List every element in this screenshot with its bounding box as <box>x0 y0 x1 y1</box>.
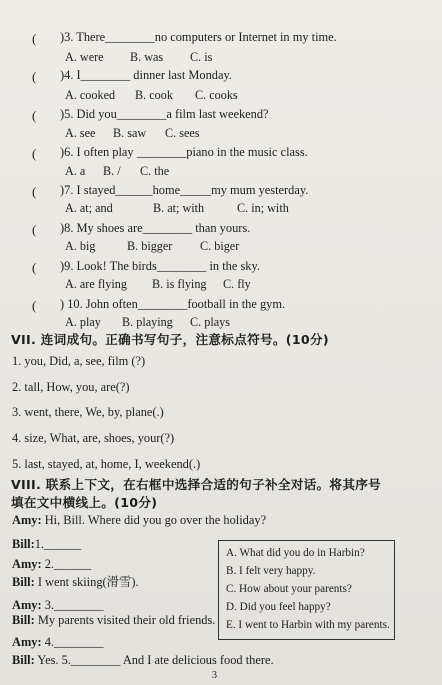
speaker-amy: Amy: <box>12 513 42 527</box>
speaker-amy: Amy: <box>12 598 42 612</box>
option-a: A. at; and <box>65 201 113 215</box>
question-stem: )4. I________ dinner last Monday. <box>60 68 232 82</box>
option-b: B. saw <box>113 126 147 140</box>
speaker-bill: Bill: <box>12 653 35 667</box>
option-c: C. cooks <box>195 88 238 102</box>
option-b: B. was <box>130 50 164 64</box>
option-c: C. the <box>140 164 170 178</box>
box-option-e: E. I went to Harbin with my parents. <box>226 619 390 631</box>
speaker-amy: Amy: <box>12 635 42 649</box>
answer-paren: ( <box>32 298 37 313</box>
option-c: C. is <box>190 50 213 64</box>
question-stem: )6. I often play ________piano in the music class. <box>60 145 308 159</box>
page-number: 3 <box>212 670 217 681</box>
option-a: A. were <box>65 50 104 64</box>
option-b: B. bigger <box>127 239 173 253</box>
dialogue-line-7 <box>12 635 104 650</box>
reorder-item-3: 3. went, there, We, by, plane(.) <box>12 405 164 419</box>
section-8-title-cont: 填在文中横线上。(10分) <box>11 495 158 510</box>
dialogue-text: Yes. 5.________ And I ate delicious food there. <box>34 653 274 667</box>
dialogue-line-6 <box>12 613 215 628</box>
dialogue-text: I went skiing(滑雪). <box>34 575 139 589</box>
answer-paren: ( <box>32 260 37 275</box>
answer-paren: ( <box>32 184 37 199</box>
dialogue-text: My parents visited their old friends. <box>34 613 216 627</box>
dialogue-blank: 1.______ <box>34 537 82 551</box>
box-option-d: D. Did you feel happy? <box>226 601 331 613</box>
dialogue-blank: 2.______ <box>41 557 92 571</box>
box-option-c: C. How about your parents? <box>226 583 352 595</box>
question-stem: )9. Look! The birds________ in the sky. <box>60 259 260 273</box>
option-c: C. sees <box>165 126 200 140</box>
speaker-bill: Bill: <box>12 537 35 551</box>
dialogue-blank: 4.________ <box>41 635 104 649</box>
dialogue-text: Hi, Bill. Where did you go over the holiday? <box>41 513 267 527</box>
dialogue-line-1 <box>12 513 266 528</box>
reorder-item-4: 4. size, What, are, shoes, your(?) <box>12 431 175 445</box>
option-b: B. cook <box>135 88 173 102</box>
reorder-item-5: 5. last, stayed, at, home, I, weekend(.) <box>12 457 201 471</box>
section-8-title: VIII. 联系上下文，在右框中选择合适的句子补全对话。将其序号 <box>11 477 382 492</box>
dialogue-line-4 <box>12 575 139 590</box>
dialogue-line-3 <box>12 557 91 572</box>
option-a: A. big <box>65 239 96 253</box>
answer-paren: ( <box>32 108 37 123</box>
speaker-bill: Bill: <box>12 613 35 627</box>
dialogue-line-5 <box>12 598 104 613</box>
answer-paren: ( <box>32 146 37 161</box>
section-7-title: VII. 连词成句。正确书写句子，注意标点符号。(10分) <box>11 332 329 347</box>
question-stem: )7. I stayed______home_____my mum yesterday. <box>60 183 309 197</box>
answer-paren: ( <box>32 31 37 46</box>
reorder-item-1: 1. you, Did, a, see, film (?) <box>12 354 146 368</box>
answer-paren: ( <box>32 69 37 84</box>
question-stem: )8. My shoes are________ than yours. <box>60 221 251 235</box>
option-b: B. at; with <box>153 201 205 215</box>
box-option-a: A. What did you do in Harbin? <box>226 547 365 559</box>
option-c: C. biger <box>200 239 240 253</box>
option-a: A. cooked <box>65 88 116 102</box>
option-a: A. are flying <box>65 277 127 291</box>
answer-paren: ( <box>32 222 37 237</box>
dialogue-line-2 <box>12 537 81 552</box>
question-stem: ) 10. John often________football in the gym. <box>60 297 286 311</box>
option-a: A. see <box>65 126 96 140</box>
option-c: C. plays <box>190 315 230 329</box>
option-a: A. a <box>65 164 86 178</box>
answer-options-box <box>218 540 395 640</box>
speaker-amy: Amy: <box>12 557 42 571</box>
box-option-b: B. I felt very happy. <box>226 565 316 577</box>
question-stem: )5. Did you________a film last weekend? <box>60 107 269 121</box>
option-c: C. fly <box>223 277 251 291</box>
option-b: B. playing <box>122 315 173 329</box>
option-b: B. / <box>103 164 121 178</box>
option-a: A. play <box>65 315 101 329</box>
reorder-item-2: 2. tall, How, you, are(?) <box>12 380 130 394</box>
speaker-bill: Bill: <box>12 575 35 589</box>
option-b: B. is flying <box>152 277 207 291</box>
question-stem: )3. There________no computers or Internet in my time. <box>60 30 337 44</box>
option-c: C. in; with <box>237 201 289 215</box>
dialogue-line-8 <box>12 653 274 668</box>
dialogue-blank: 3.________ <box>41 598 104 612</box>
